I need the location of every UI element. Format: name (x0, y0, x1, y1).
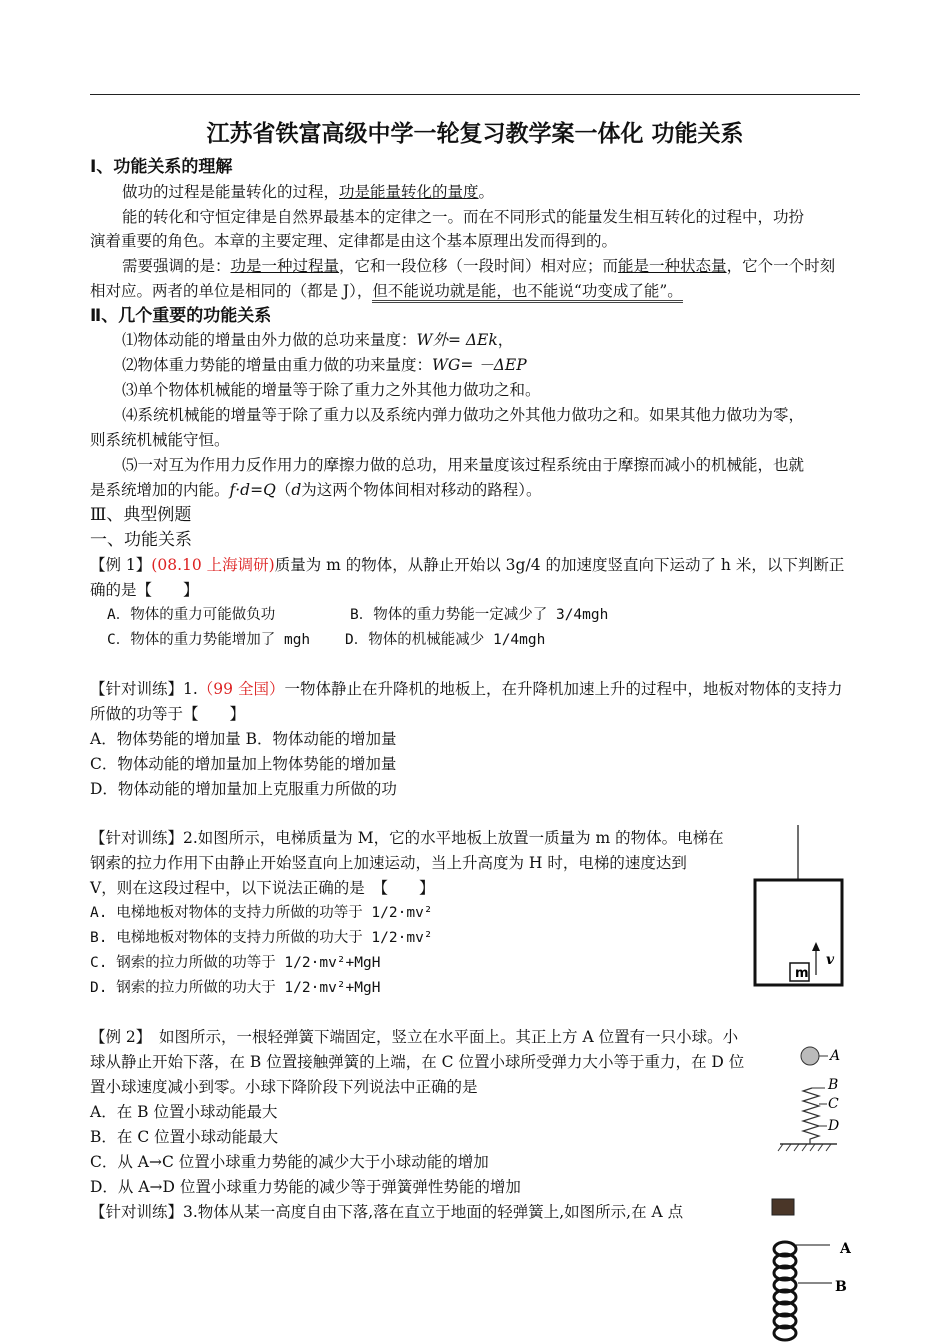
section-3-heading: Ⅲ、典型例题 (90, 505, 192, 525)
training-1-option-c: C．物体动能的增加量加上物体势能的增加量 (90, 755, 397, 773)
example-2-option-d: D．从 A→D 位置小球重力势能的减少等于弹簧弹性势能的增加 (90, 1178, 521, 1196)
relation-4-line2: 则系统机械能守恒。 (90, 431, 230, 449)
example-1-option-a: A．物体的重力可能做负功 (107, 607, 276, 623)
training-2-option-a: A. 电梯地板对物体的支持力所做的功等于 1/2·mv² (90, 905, 433, 921)
example-2-option-b: B．在 C 位置小球动能最大 (90, 1128, 279, 1146)
training-2-line2: 钢索的拉力作用下由静止开始竖直向上加速运动，当上升高度为 H 时，电梯的速度达到 (90, 854, 687, 872)
position-a-label: A (830, 1048, 841, 1064)
spring-ball-figure (775, 1040, 855, 1160)
example-1-option-b: B．物体的重力势能一定减少了 3/4mgh (350, 607, 609, 623)
training-2-line3: V，则在这段过程中，以下说法正确的是 【 】 (90, 879, 435, 897)
relation-5-line1: ⑸一对互为作用力反作用力的摩擦力做的总功，用来量度该过程系统由于摩擦而减小的机械能，也就 (122, 456, 805, 474)
sec1-para-1: 做功的过程是能量转化的过程，功是能量转化的量度。 (122, 183, 495, 201)
training-1-line1: 【针对训练】1.（99 全国）一物体静止在升降机的地板上，在升降机加速上升的过程中，地板对物体的支持力 (90, 680, 843, 698)
point-b-label: B (835, 1279, 847, 1295)
example-1-line2: 确的是【 】 (90, 581, 199, 599)
sec1-para-2-line1: 能的转化和守恒定律是自然界最基本的定律之一。而在不同形式的能量发生相互转化的过程中，功扮 (122, 208, 805, 226)
training-1-option-d: D．物体动能的增加量加上克服重力所做的功 (90, 780, 397, 798)
relation-4-line1: ⑷系统机械能的增量等于除了重力以及系统内弹力做功之外其他力做功之和。如果其他力做功为零， (122, 406, 805, 424)
example-2-line3: 置小球速度减小到零。小球下降阶段下列说法中正确的是 (90, 1078, 478, 1096)
sec1-para-3-line1: 需要强调的是：功是一种过程量，它和一段位移（一段时间）相对应；而能是一种状态量，它个一个时刻 (122, 257, 836, 275)
example-2-option-c: C．从 A→C 位置小球重力势能的减少大于小球动能的增加 (90, 1153, 489, 1171)
sec1-para-2-line2: 演着重要的角色。本章的主要定理、定律都是由这个基本原理出发而得到的。 (90, 232, 618, 250)
position-d-label: D (828, 1118, 840, 1134)
example-2-line1: 【例 2】 如图所示，一根轻弹簧下端固定，竖立在水平面上。其正上方 A 位置有一只小球。小 (90, 1028, 739, 1046)
top-rule (90, 94, 860, 95)
example-1-option-d: D．物体的机械能减少 1/4mgh (345, 632, 546, 648)
relation-5-line2: 是系统增加的内能。f·d=Q（d为这两个物体间相对移动的路程）。 (90, 481, 542, 499)
subsection-heading: 一、功能关系 (90, 530, 192, 550)
training-2-option-d: D. 钢索的拉力所做的功大于 1/2·mv²+MgH (90, 980, 381, 996)
example-1-line1: 【例 1】(08.10 上海调研)质量为 m 的物体，从静止开始以 3g/4 的加速度竖直向下运动了 h 米，以下判断正 (90, 556, 845, 574)
training-2-line1: 【针对训练】2.如图所示，电梯质量为 M，它的水平地板上放置一质量为 m 的物体。电梯在 (90, 829, 724, 847)
relation-3: ⑶单个物体机械能的增量等于除了重力之外其他力做功之和。 (122, 381, 541, 399)
position-b-label: B (828, 1077, 839, 1093)
section-2-heading: Ⅱ、几个重要的功能关系 (90, 306, 272, 326)
example-2-line2: 球从静止开始下落，在 B 位置接触弹簧的上端，在 C 位置小球所受弹力大小等于重力，在 D 位 (90, 1053, 745, 1071)
page-title: 江苏省铁富高级中学一轮复习教学案一体化 功能关系 (206, 121, 744, 147)
sec1-para-3-line2: 相对应。两者的单位是相同的（都是 J），但不能说功就是能，也不能说“功变成了能”。 (90, 279, 865, 303)
training-1-line2: 所做的功等于【 】 (90, 705, 246, 723)
example-1-option-c: C．物体的重力势能增加了 mgh (107, 632, 311, 648)
training-2-option-c: C. 钢索的拉力所做的功等于 1/2·mv²+MgH (90, 955, 381, 971)
training-1-option-ab: A．物体势能的增加量 B．物体动能的增加量 (90, 730, 397, 748)
velocity-label: v (826, 952, 835, 968)
point-a-label: A (840, 1241, 851, 1257)
position-c-label: C (828, 1096, 839, 1112)
relation-1: ⑴物体动能的增量由外力做的总功来量度：W外= ΔEk， (122, 331, 514, 349)
training-2-option-b: B. 电梯地板对物体的支持力所做的功大于 1/2·mv² (90, 930, 433, 946)
elevator-mass-label: m (795, 966, 809, 981)
relation-2: ⑵物体重力势能的增量由重力做的功来量度：WG= －ΔEP (122, 356, 527, 374)
elevator-figure (745, 825, 855, 990)
example-2-option-a: A．在 B 位置小球动能最大 (90, 1103, 278, 1121)
spring-block-figure (760, 1195, 860, 1344)
training-3-line1: 【针对训练】3.物体从某一高度自由下落,落在直立于地面的轻弹簧上,如图所示,在 A 点 (90, 1203, 684, 1221)
section-1-heading: Ⅰ、功能关系的理解 (90, 157, 233, 177)
